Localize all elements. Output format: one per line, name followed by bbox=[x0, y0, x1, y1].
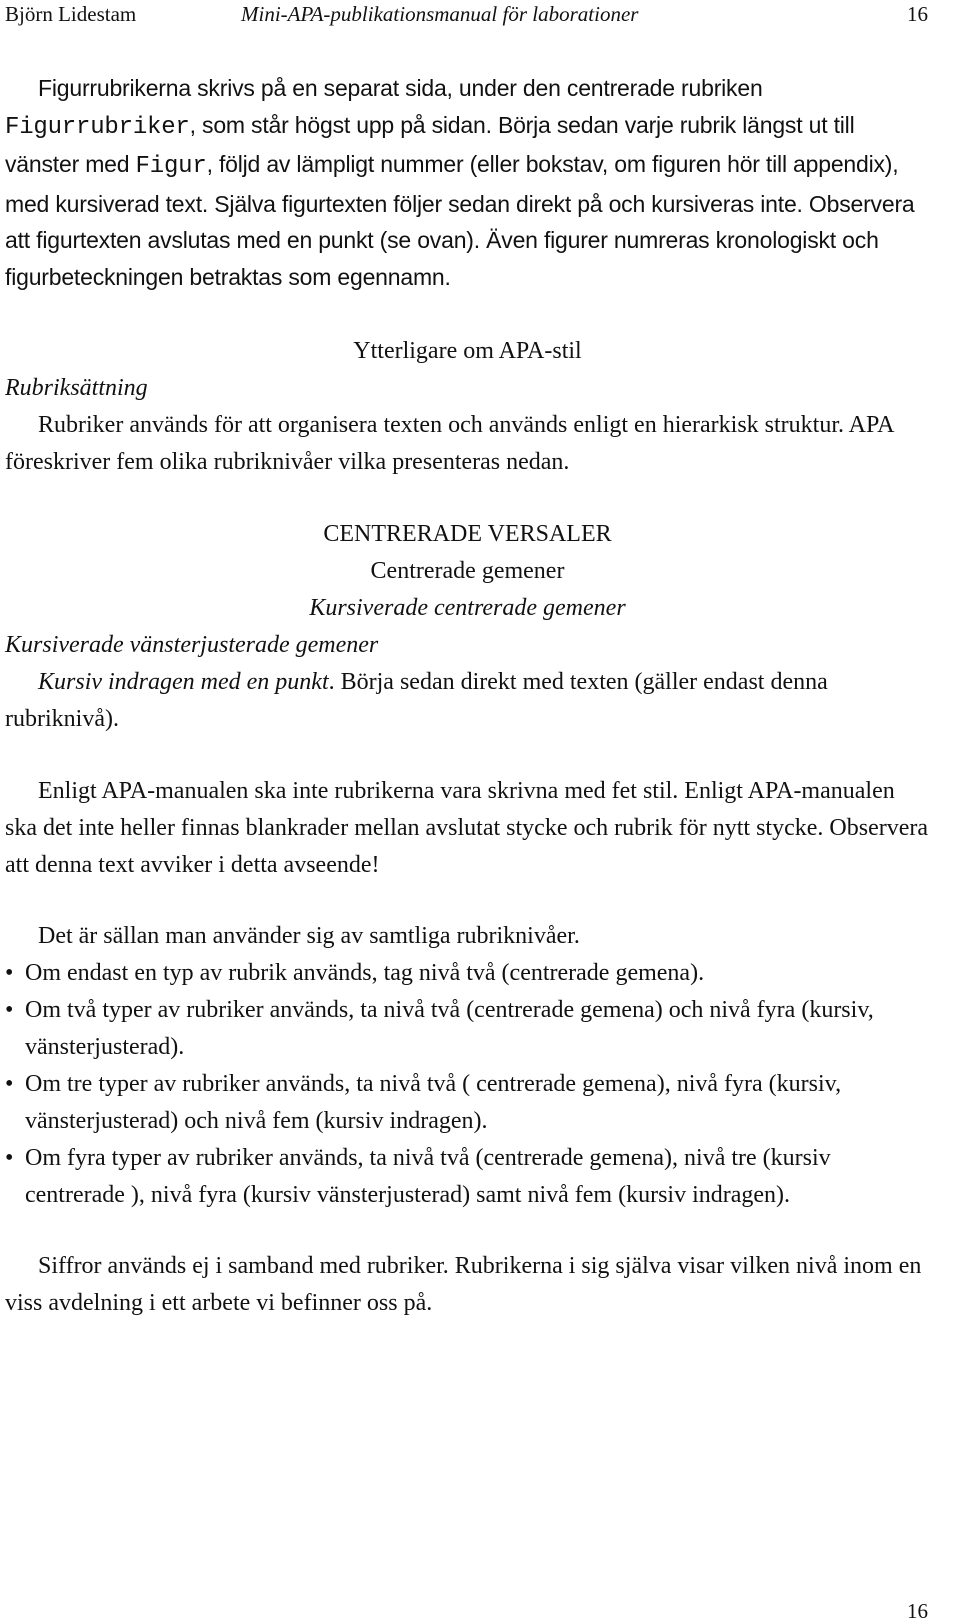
footer-page-number: 16 bbox=[907, 1599, 928, 1623]
heading-level-3-example: Kursiverade centrerade gemener bbox=[309, 595, 626, 621]
code-figur: Figur bbox=[135, 153, 207, 180]
bullet-symbol: • bbox=[5, 960, 14, 986]
usage-bullet-list bbox=[5, 955, 930, 1214]
bullet-symbol: • bbox=[5, 1071, 14, 1097]
header-page-number: 16 bbox=[907, 2, 928, 26]
heading-level-5-text: . Börja sedan direkt med texten (gäller endast denna rubriknivå). bbox=[5, 669, 828, 732]
bullet-symbol: • bbox=[5, 1145, 14, 1171]
list-item bbox=[5, 1066, 930, 1140]
figure-captions-text-3: , följd av lämpligt nummer (eller bokstav, om figuren hör till appendix), med kursiverad text. Själva figurtexten följer sedan direkt på och kursiveras inte. Observera att figurtexten avslutas med en punkt (se ovan). Även figurer numreras kronologiskt och figurbeteckningen betraktas som egennamn. bbox=[5, 151, 915, 290]
section-subheading: Rubriksättning bbox=[5, 375, 148, 401]
bold-style-note: Enligt APA-manualen ska inte rubrikerna vara skrivna med fet stil. Enligt APA-manualen ska det inte heller finnas blankrader mellan avslutat stycke och rubrik för nytt stycke. Observera att denna text avviker i detta avseende! bbox=[5, 778, 929, 878]
numbers-note: Siffror används ej i samband med rubriker. Rubrikerna i sig själva visar vilken nivå inom en viss avdelning i ett arbete vi befinner oss på. bbox=[5, 1253, 922, 1316]
header-title: Mini-APA-publikationsmanual för laborationer bbox=[241, 2, 639, 26]
running-header bbox=[5, 2, 928, 30]
list-item-text: Om tre typer av rubriker används, ta nivå två ( centrerade gemena), nivå fyra (kursiv, vänsterjusterad) och nivå fem (kursiv indragen). bbox=[25, 1071, 842, 1134]
heading-level-4-example: Kursiverade vänsterjusterade gemener bbox=[5, 632, 379, 658]
heading-level-5-title: Kursiv indragen med en punkt bbox=[38, 669, 329, 695]
section-title: Ytterligare om APA-stil bbox=[353, 338, 582, 364]
list-item bbox=[5, 1140, 930, 1214]
list-item bbox=[5, 992, 930, 1066]
figure-captions-paragraph bbox=[5, 70, 930, 295]
section-intro: Rubriker används för att organisera texten och används enligt en hierarkisk struktur. APA föreskriver fem olika rubriknivåer vilka presenteras nedan. bbox=[5, 412, 894, 475]
list-item-text: Om endast en typ av rubrik används, tag nivå två (centrerade gemena). bbox=[25, 960, 705, 986]
list-item bbox=[5, 955, 930, 992]
bullet-symbol: • bbox=[5, 997, 14, 1023]
list-item-text: Om fyra typer av rubriker används, ta nivå två (centrerade gemena), nivå tre (kursiv centrerade ), nivå fyra (kursiv vänsterjusterad) samt nivå fem (kursiv indragen). bbox=[25, 1145, 831, 1208]
document-body bbox=[5, 70, 930, 1322]
figure-captions-text-1: Figurrubrikerna skrivs på en separat sida, under den centrerade rubriken bbox=[38, 75, 763, 101]
header-author: Björn Lidestam bbox=[5, 2, 137, 26]
code-figurrubriker: Figurrubriker bbox=[5, 113, 190, 141]
figure-captions-text-2: , som står högst upp på sidan. Börja sedan varje rubrik längst ut till vänster med bbox=[5, 111, 855, 177]
heading-level-2-example: Centrerade gemener bbox=[370, 558, 565, 584]
heading-level-5-example bbox=[5, 664, 930, 738]
usage-intro: Det är sällan man använder sig av samtliga rubriknivåer. bbox=[38, 923, 580, 949]
list-item-text: Om två typer av rubriker används, ta nivå två (centrerade gemena) och nivå fyra (kursiv, vänsterjusterad). bbox=[25, 997, 874, 1060]
heading-level-1-example: CENTRERADE VERSALER bbox=[323, 521, 612, 547]
